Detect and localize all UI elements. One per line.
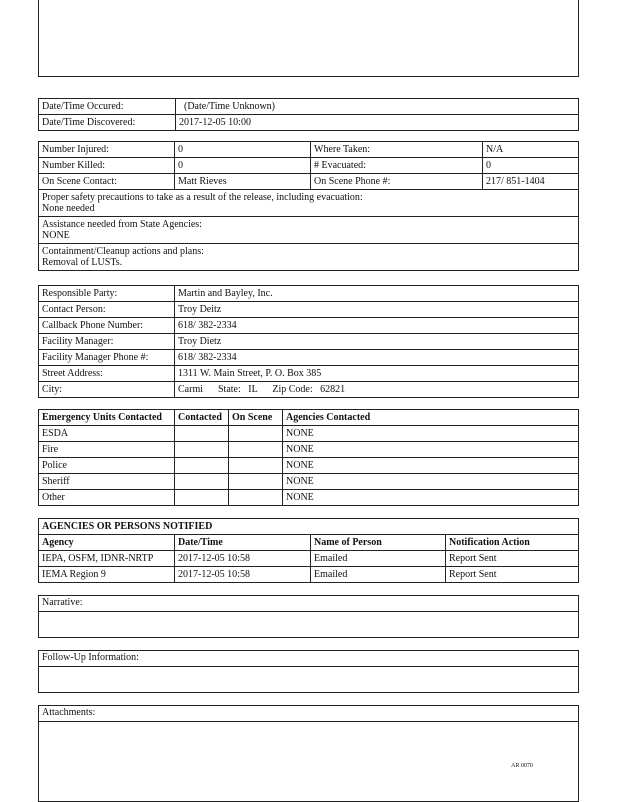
party-label: Responsible Party:: [39, 286, 175, 302]
party-label: City:: [39, 382, 175, 398]
party-value: 618/ 382-2334: [175, 318, 579, 334]
emergency-contacted: [175, 458, 229, 474]
assistance-value: NONE: [42, 230, 70, 241]
party-label: Facility Manager:: [39, 334, 175, 350]
emergency-onscene: [229, 426, 283, 442]
emergency-contacted: [175, 442, 229, 458]
notified-datetime: 2017-12-05 10:58: [175, 567, 311, 583]
evacuated-label: # Evacuated:: [311, 158, 483, 174]
emergency-header-unit: Emergency Units Contacted: [39, 410, 175, 426]
narrative-label: Narrative:: [42, 597, 83, 608]
cleanup-cell: [39, 244, 579, 271]
emergency-header-contacted: Contacted: [175, 410, 229, 426]
table-row: [39, 442, 579, 458]
evacuated-value: 0: [483, 158, 579, 174]
attachments-box: [38, 705, 579, 802]
table-row: [39, 458, 579, 474]
party-value: Troy Deitz: [175, 302, 579, 318]
party-value: Troy Dietz: [175, 334, 579, 350]
narrative-box: [38, 595, 579, 638]
attachments-label: Attachments:: [42, 707, 96, 718]
date-occured-value: (Date/Time Unknown): [176, 99, 579, 115]
notified-person: Emailed: [311, 567, 446, 583]
party-label: Callback Phone Number:: [39, 318, 175, 334]
party-value: Martin and Bayley, Inc.: [175, 286, 579, 302]
emergency-agencies: NONE: [283, 426, 579, 442]
notified-agency: IEMA Region 9: [39, 567, 175, 583]
emergency-unit: Police: [39, 458, 175, 474]
table-row: [39, 426, 579, 442]
incident-table: [38, 141, 579, 271]
notified-title: AGENCIES OR PERSONS NOTIFIED: [39, 519, 579, 535]
date-discovered-value: 2017-12-05 10:00: [176, 115, 579, 131]
notified-header-person: Name of Person: [311, 535, 446, 551]
party-label: Contact Person:: [39, 302, 175, 318]
date-occured-label: Date/Time Occured:: [39, 99, 176, 115]
table-row: [39, 490, 579, 506]
emergency-onscene: [229, 458, 283, 474]
notified-datetime: 2017-12-05 10:58: [175, 551, 311, 567]
safety-cell: [39, 190, 579, 217]
assistance-label: Assistance needed from State Agencies:: [42, 219, 202, 230]
cleanup-value: Removal of LUSTs.: [42, 257, 123, 268]
injured-label: Number Injured:: [39, 142, 175, 158]
table-row: [39, 567, 579, 583]
page-mark: AR 0070: [511, 763, 533, 769]
date-occured-row: [39, 99, 579, 115]
where-taken-label: Where Taken:: [311, 142, 483, 158]
killed-value: 0: [175, 158, 311, 174]
safety-value: None needed: [42, 203, 95, 214]
emergency-agencies: NONE: [283, 442, 579, 458]
on-scene-contact-value: Matt Rieves: [175, 174, 311, 190]
followup-label: Follow-Up Information:: [42, 652, 139, 663]
date-discovered-label: Date/Time Discovered:: [39, 115, 176, 131]
emergency-onscene: [229, 490, 283, 506]
cleanup-label: Containment/Cleanup actions and plans:: [42, 246, 204, 257]
notified-action: Report Sent: [446, 551, 579, 567]
date-table: [38, 98, 579, 131]
safety-label: Proper safety precautions to take as a result of the release, including evacuation:: [42, 192, 363, 203]
emergency-header-onscene: On Scene: [229, 410, 283, 426]
emergency-contacted: [175, 490, 229, 506]
table-row: [39, 551, 579, 567]
emergency-agencies: NONE: [283, 458, 579, 474]
notified-header-agency: Agency: [39, 535, 175, 551]
agencies-notified-table: [38, 518, 579, 583]
assistance-cell: [39, 217, 579, 244]
emergency-units-table: [38, 409, 579, 506]
followup-box: [38, 650, 579, 693]
on-scene-phone-label: On Scene Phone #:: [311, 174, 483, 190]
notified-header-datetime: Date/Time: [175, 535, 311, 551]
emergency-unit: Fire: [39, 442, 175, 458]
emergency-agencies: NONE: [283, 490, 579, 506]
emergency-unit: Sheriff: [39, 474, 175, 490]
emergency-agencies: NONE: [283, 474, 579, 490]
injured-value: 0: [175, 142, 311, 158]
where-taken-value: N/A: [483, 142, 579, 158]
emergency-contacted: [175, 474, 229, 490]
killed-label: Number Killed:: [39, 158, 175, 174]
party-value: Carmi State: IL Zip Code: 62821: [175, 382, 579, 398]
emergency-contacted: [175, 426, 229, 442]
emergency-onscene: [229, 474, 283, 490]
party-value: 1311 W. Main Street, P. O. Box 385: [175, 366, 579, 382]
on-scene-phone-value: 217/ 851-1404: [483, 174, 579, 190]
responsible-party-table: [38, 285, 579, 398]
date-discovered-row: [39, 115, 579, 131]
notified-agency: IEPA, OSFM, IDNR-NRTP: [39, 551, 175, 567]
emergency-onscene: [229, 442, 283, 458]
party-value: 618/ 382-2334: [175, 350, 579, 366]
notified-person: Emailed: [311, 551, 446, 567]
party-label: Street Address:: [39, 366, 175, 382]
party-label: Facility Manager Phone #:: [39, 350, 175, 366]
emergency-unit: Other: [39, 490, 175, 506]
emergency-header-agencies: Agencies Contacted: [283, 410, 579, 426]
emergency-unit: ESDA: [39, 426, 175, 442]
table-row: [39, 474, 579, 490]
top-section-box: [38, 0, 579, 77]
on-scene-contact-label: On Scene Contact:: [39, 174, 175, 190]
notified-header-action: Notification Action: [446, 535, 579, 551]
notified-action: Report Sent: [446, 567, 579, 583]
